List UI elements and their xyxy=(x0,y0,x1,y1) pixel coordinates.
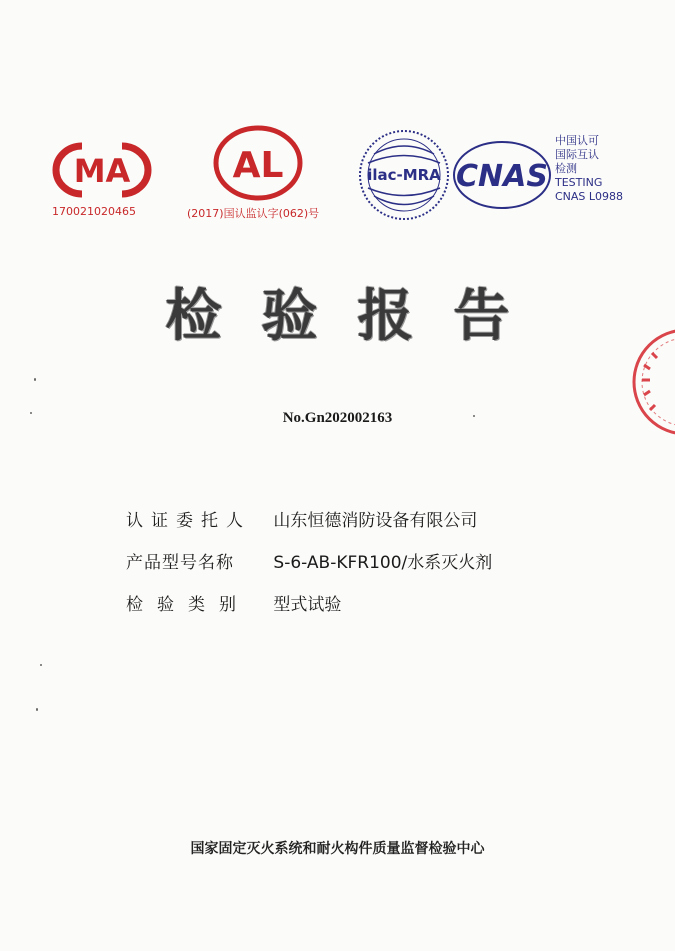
issuing-organization: 国家固定灭火系统和耐火构件质量监督检验中心 xyxy=(190,841,485,857)
cnas-side-line: TESTING xyxy=(555,176,603,189)
cal-logo-text: AL xyxy=(232,145,284,186)
product-label: 产品型号名称 xyxy=(126,553,234,573)
scan-speck xyxy=(30,412,32,414)
cma-logo xyxy=(52,140,152,200)
scan-speck xyxy=(34,378,36,381)
cal-caption: (2017)国认监认字(062)号 xyxy=(187,207,320,220)
scan-speck xyxy=(473,415,475,417)
ilac-logo xyxy=(354,128,454,223)
page-title: 检验报告 xyxy=(165,283,550,349)
cnas-side-line: 检测 xyxy=(555,162,577,175)
cnas-logo xyxy=(452,140,552,210)
cnas-logo-text: CNAS xyxy=(456,159,548,194)
scan-speck xyxy=(40,664,42,666)
category-value: 型式试验 xyxy=(273,595,342,615)
cnas-side-line: CNAS L0988 xyxy=(555,190,624,203)
cnas-logo-icon xyxy=(452,140,552,210)
scan-speck xyxy=(36,708,38,711)
cma-number: 170021020465 xyxy=(52,205,136,218)
report-number: No.Gn202002163 xyxy=(282,410,393,426)
client-value: 山东恒德消防设备有限公司 xyxy=(273,511,478,531)
cal-logo xyxy=(212,125,304,205)
cnas-side-line: 中国认可 xyxy=(555,134,599,147)
category-label: 检验类别 xyxy=(126,595,250,615)
info-row-client xyxy=(126,506,477,531)
cnas-side-text xyxy=(555,134,623,204)
client-label: 认证委托人 xyxy=(126,511,251,531)
info-row-category xyxy=(126,590,341,615)
product-value: S-6-AB-KFR100/水系灭火剂 xyxy=(273,553,493,573)
info-row-product xyxy=(126,548,492,573)
cal-logo-icon xyxy=(212,125,304,205)
ilac-logo-text: ilac-MRA xyxy=(367,166,441,184)
cma-logo-text: MA xyxy=(73,152,131,190)
cma-logo-icon xyxy=(52,140,152,200)
ilac-globe-icon xyxy=(354,128,454,223)
cnas-side-line: 国际互认 xyxy=(555,148,599,161)
